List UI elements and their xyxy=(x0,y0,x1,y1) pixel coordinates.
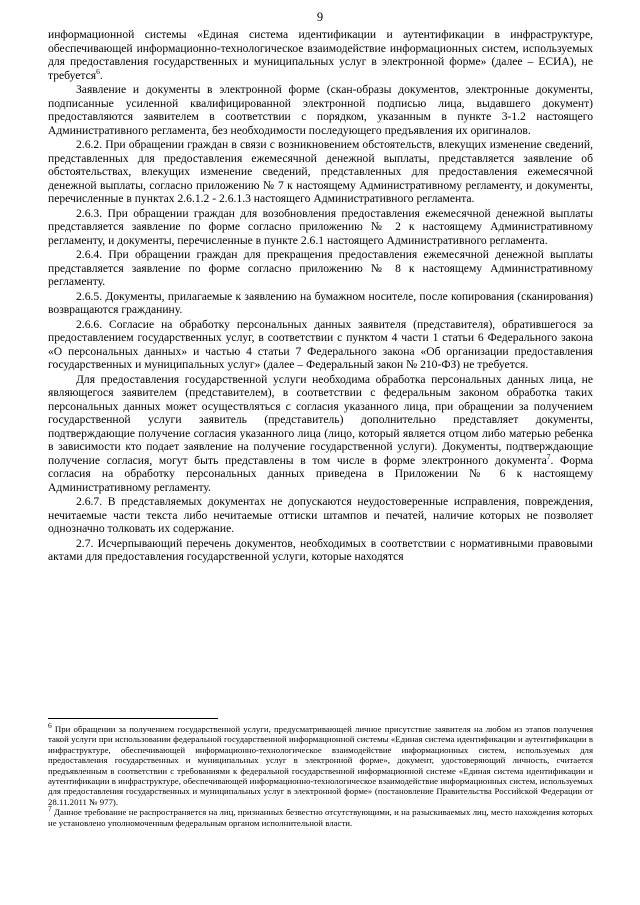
footnote-mark-6: 6 xyxy=(48,721,52,731)
document-body xyxy=(48,28,593,564)
footnote-6: $^6$ При обращении за получением государственной услуги, предусматривающей личное присутствие заявителя на любом из этапов получения такой услуги при использовании федеральной государственной информационной системы «Единая система идентификации и аутентификации в инфраструктуре, обеспечивающей информационно-технологическое взаимодействие информационных систем, используемых для предоставления государственных и муниципальных услуг в электронной форме», документ, удостоверяющий личность, считается предъявленным в соответствии с требованиями к федеральной государственной информационной системе «Единая система идентификации и аутентификации в инфраструктуре, обеспечивающей информационно-технологическое взаимодействие информационных систем, используемых для предоставления государственных и муниципальных услуг в электронной форме» (постановление Правительства Российской Федерации от 28.11.2011 № 977). xyxy=(48,721,594,807)
paragraph-2-6-6: 2.6.6. Согласие на обработку персональных данных заявителя (представителя), обратившегося за предоставлением государственных услуг, в соответствии с пунктом 4 части 1 статьи 6 Федерального закона «О персональных данных» и частью 4 статьи 7 Федерального закона «Об организации предоставления государственных и муниципальных услуг» (далее – Федеральный закон № 210-ФЗ) не требуется. xyxy=(48,317,593,371)
footnotes xyxy=(48,721,594,828)
paragraph-esia-continuation: информационной системы «Единая система идентификации и аутентификации в инфраструктуре, обеспечивающей информационно-технологическое взаимодействие информационных систем, используемых для предоставления государственных и муниципальных услуг в электронной форме» (далее – ЕСИА), не требуется$^6$. xyxy=(48,28,593,82)
paragraph-2-6-4: 2.6.4. При обращении граждан для прекращения предоставления ежемесячной денежной выплаты представляется заявление по форме согласно приложению № 8 к настоящему Административному регламенту. xyxy=(48,248,593,288)
page-number: 9 xyxy=(316,10,324,24)
footnote-ref-7[interactable]: 7 xyxy=(546,451,551,461)
paragraph-2-6-3: 2.6.3. При обращении граждан для возобновления предоставления ежемесячной денежной выплаты представляется заявление по форме согласно приложению № 2 к настоящему Административному регламенту, и документы, перечисленные в пункте 2.6.1 настоящего Административного регламента. xyxy=(48,206,593,247)
footnote-7: $^7$ Данное требование не распространяется на лиц, признанных безвестно отсутствующими, и на разыскиваемых лиц, место нахождения которых не установлено уполномоченным федеральным органом исполнительной власти. xyxy=(48,804,593,828)
footnote-ref-6[interactable]: 6 xyxy=(96,66,100,76)
paragraph-2-7: 2.7. Исчерпывающий перечень документов, необходимых в соответствии с нормативными правовыми актами для предоставления государственной услуги, которые находятся xyxy=(48,536,593,563)
paragraph-2-6-7: 2.6.7. В представляемых документах не допускаются неудостоверенные исправления, повреждения, нечитаемые части текста либо нечитаемые оттиски штампов и печатей, наличие которых не позволяет однозначно толковать их содержание. xyxy=(48,495,593,535)
paragraph-2-6-2: 2.6.2. При обращении граждан в связи с возникновением обстоятельств, влекущих изменение сведений, представленных для предоставления ежемесячной денежной выплаты, представляется заявление об обстоятельствах, влекущих изменение сведений, представленных для предоставления ежемесячной денежной выплаты, согласно приложению № 7 к настоящему Административному регламенту, и документы, перечисленные в пунктах 2.6.1.2 - 2.6.1.3 настоящего Административного регламента. xyxy=(48,138,593,205)
paragraph-personal-data-consent: Для предоставления государственной услуги необходима обработка персональных данных лица, не являющегося заявителем (представителем), в соответствии с федеральным законом обработка таких персональных данных может осуществляться с согласия указанного лица, при обращении за получением государственной услуги заявитель (представитель) дополнительно представляет документы, подтверждающие получение согласия указанного лица (лицо, который является отцом либо матерью ребенка в зависимости кто подает заявление на получение государственной услуги). Документы, подтверждающие получение согласия, могут быть представлены в том числе в форме электронного документа$^7$. Форма согласия на обработку персональных данных приведена в Приложении № 6 к настоящему Административному регламенту. xyxy=(48,372,594,494)
paragraph-electronic-documents: Заявление и документы в электронной форме (скан-образы документов, электронные документы, подписанные усиленной квалифицированной электронной подписью лица, выдавшего документ) предоставляются заявителем в соответствии с порядком, указанным в пункте 3-1.2 настоящего Административного регламента, без необходимости последующего предъявления их оригиналов. xyxy=(48,83,593,137)
footnote-mark-7: 7 xyxy=(48,804,52,814)
paragraph-2-6-5: 2.6.5. Документы, прилагаемые к заявлению на бумажном носителе, после копирования (сканирования) возвращаются гражданину. xyxy=(48,289,593,316)
footnote-divider xyxy=(48,718,218,719)
